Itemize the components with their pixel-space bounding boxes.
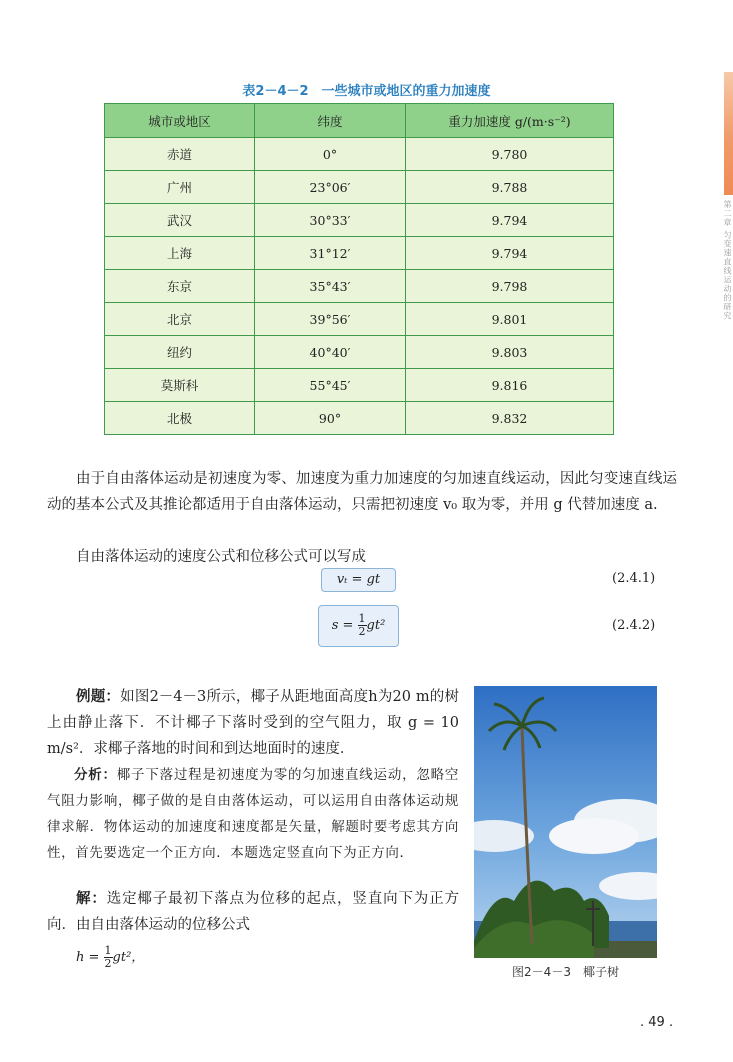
figure-caption: 图2－4－3 椰子树	[512, 965, 619, 979]
analysis-text: 椰子下落过程是初速度为零的匀加速直线运动，忽略空气阻力影响，椰子做的是自由落体运动，可以运用自由落体运动规律求解．物体运动的加速度和速度都是矢量，解题时要考虑其方向性，首先要选定一个正方向．本题选定竖直向下为正方向．	[47, 767, 459, 861]
table-header-row	[105, 104, 614, 138]
table-cell: 9.788	[406, 171, 614, 204]
equation-number-2: (2.4.2)	[612, 618, 656, 633]
fraction-half	[104, 945, 113, 970]
table-cell: 莫斯科	[105, 369, 255, 402]
table-row	[105, 204, 614, 237]
table-row	[105, 237, 614, 270]
table-cell: 9.816	[406, 369, 614, 402]
table-cell: 9.798	[406, 270, 614, 303]
table-cell: 9.803	[406, 336, 614, 369]
fraction-numerator: 1	[104, 944, 112, 957]
table-cell: 23°06′	[255, 171, 406, 204]
fraction-denominator: 2	[104, 957, 112, 970]
table-cell: 40°40′	[255, 336, 406, 369]
velocity-formula: vₜ = gt	[321, 568, 396, 592]
formula-lhs: h =	[76, 950, 100, 965]
table-cell: 纽约	[105, 336, 255, 369]
fraction-half	[358, 613, 367, 638]
table-cell: 武汉	[105, 204, 255, 237]
example-problem	[47, 684, 459, 762]
gravity-table	[104, 103, 614, 435]
table-cell: 北极	[105, 402, 255, 435]
table-cell: 90°	[255, 402, 406, 435]
table-cell: 北京	[105, 303, 255, 336]
table-row	[105, 336, 614, 369]
table-cell: 9.832	[406, 402, 614, 435]
equation-number-1: (2.4.1)	[612, 571, 656, 586]
table-cell: 55°45′	[255, 369, 406, 402]
table-header-cell: 重力加速度 g/(m·s⁻²)	[406, 104, 614, 138]
table-cell: 30°33′	[255, 204, 406, 237]
formula-lhs: s =	[331, 618, 354, 633]
table-row	[105, 402, 614, 435]
example-text: 如图2－4－3所示，椰子从距地面高度h为20 m的树上由静止落下．不计椰子下落时受到的空气阻力，取 g = 10 m/s²．求椰子落地的时间和到达地面时的速度．	[47, 689, 459, 757]
formula-rhs: gt²，	[112, 950, 145, 965]
table-row	[105, 270, 614, 303]
table-cell: 31°12′	[255, 237, 406, 270]
solution-text: 选定椰子最初下落点为位移的起点，竖直向下为正方向．由自由落体运动的位移公式	[47, 891, 460, 933]
formula-rhs: gt²	[366, 618, 386, 633]
table-cell: 9.801	[406, 303, 614, 336]
solution-label: 解：	[76, 890, 107, 907]
table-cell: 39°56′	[255, 303, 406, 336]
example-solution	[47, 886, 459, 938]
example-analysis	[47, 762, 459, 866]
example-label: 例题：	[76, 688, 121, 705]
page-number: . 49 .	[640, 1015, 674, 1030]
paragraph-free-fall-intro: 由于自由落体运动是初速度为零、加速度为重力加速度的匀加速直线运动，因此匀变速直线运动的基本公式及其推论都适用于自由落体运动，只需把初速度 v₀ 取为零，并用 g 代替加速度 a.	[47, 471, 677, 513]
table-row	[105, 171, 614, 204]
table-caption: 表2－4－2 一些城市或地区的重力加速度	[242, 84, 491, 99]
paragraph-formula-intro: 自由落体运动的速度公式和位移公式可以写成	[76, 549, 366, 565]
displacement-formula	[318, 605, 399, 647]
table-row	[105, 138, 614, 171]
table-header-cell: 城市或地区	[105, 104, 255, 138]
table-cell: 东京	[105, 270, 255, 303]
table-cell: 9.780	[406, 138, 614, 171]
fraction-denominator: 2	[358, 625, 366, 638]
table-cell: 广州	[105, 171, 255, 204]
analysis-label: 分析：	[74, 767, 117, 783]
table-cell: 上海	[105, 237, 255, 270]
table-cell: 9.794	[406, 237, 614, 270]
table-cell: 35°43′	[255, 270, 406, 303]
table-cell: 9.794	[406, 204, 614, 237]
chapter-edge-label: 第二章 匀变速直线运动的研究	[723, 200, 732, 321]
solution-formula	[76, 945, 196, 971]
table-row	[105, 303, 614, 336]
table-row	[105, 369, 614, 402]
table-cell: 0°	[255, 138, 406, 171]
fraction-numerator: 1	[358, 612, 366, 625]
table-cell: 赤道	[105, 138, 255, 171]
coconut-tree-photo	[474, 686, 657, 958]
table-header-cell: 纬度	[255, 104, 406, 138]
